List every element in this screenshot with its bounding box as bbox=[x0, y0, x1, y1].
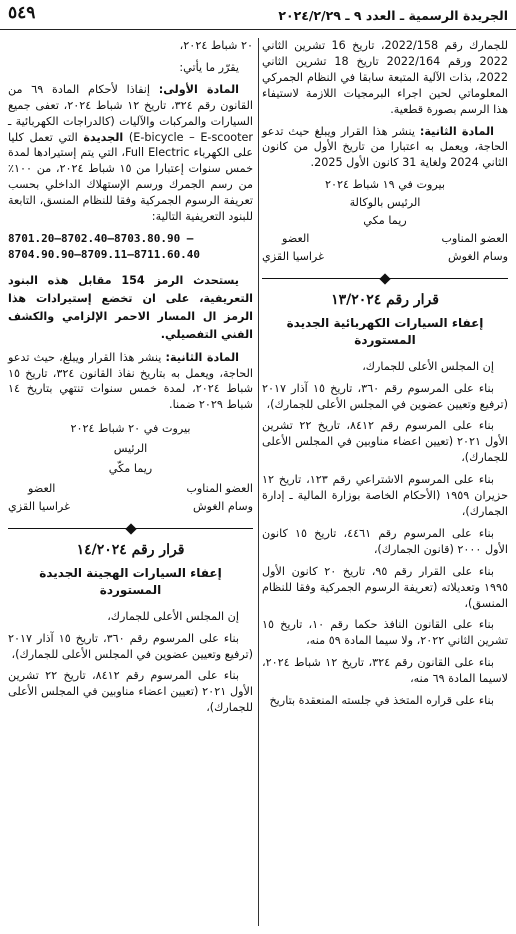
recital: بناء على القانون النافذ حكما رقم ١٠، تاريخ ١٥ تشرين الثاني ٢٠٢٢، ولا سيما المادة ٥٩ منه، bbox=[262, 618, 508, 648]
article-two-text: ينشر هذا القرار ويبلغ حيث تدعو الحاجة، ويعمل به اعتبارا من تاريخ الأول من كانون الثاني 2024 ولغاية 31 كانون الأول 2025. bbox=[262, 124, 508, 170]
member-alternate-name: وسام الغوش bbox=[447, 249, 508, 263]
article-two-label: المادة الثانية: bbox=[165, 350, 239, 364]
president-title: الرئيس bbox=[113, 442, 148, 456]
recital: بناء على القانون رقم ٣٢٤، تاريخ ١٢ شباط ٢٠٢٤، لاسيما المادة ٦٩ منه، bbox=[262, 656, 508, 686]
article-one-text-b: التي تعمل كليا على الكهرباء Full Electric، التي يتم إستيرادها لمدة خمس سنوات إعتبارا من ١٥ شباط ٢٠٢٤، من ١٠٠٪ من رسم الجمرك ورسم الإستهلاك الداخلي بحسب تعريفة الرسوم الجمركية وفقا للنظام المنسق، التابعة للبنود التعريفية التالية: bbox=[8, 130, 253, 224]
signature-titles-row bbox=[8, 481, 253, 497]
signature-titles-row bbox=[262, 231, 508, 247]
council-line: إن المجلس الأعلى للجمارك، bbox=[362, 359, 494, 373]
member-alternate-name: وسام الغوش bbox=[192, 499, 253, 513]
decree-13-title: قرار رقم ١٣/٢٠٢٤ bbox=[331, 291, 439, 308]
member-title: العضو bbox=[282, 231, 310, 245]
signature-names-row bbox=[262, 249, 508, 265]
date-continuation: ٢٠ شباط ٢٠٢٤، bbox=[179, 39, 253, 52]
recital: بناء على قراره المتخذ في جلسته المنعقدة بتاريخ bbox=[269, 694, 494, 708]
page-header bbox=[0, 0, 516, 30]
member-name: غراسيا القزي bbox=[262, 249, 324, 263]
decree-13-subtitle: إعفاء السيارات الكهربائية الجديدة المستوردة bbox=[286, 315, 484, 347]
decree-14-subtitle: إعفاء السيارات الهجينة الجديدة المستوردة bbox=[39, 565, 222, 597]
separator-diamond bbox=[125, 523, 136, 534]
date-line: بيروت في ١٩ شباط ٢٠٢٤ bbox=[324, 178, 446, 192]
recital: بناء على المرسوم رقم ٣٦٠، تاريخ ١٥ آذار ٢٠١٧ (ترفيع وتعيين عضوين في المجلس الأعلى للجمارك)، bbox=[8, 631, 253, 661]
president-name: ريما مكّي bbox=[108, 462, 153, 476]
recital: بناء على المرسوم رقم ٨٤١٢، تاريخ ٢٢ تشرين الأول ٢٠٢١ (تعيين اعضاء مناوبين في المجلس الأعلى للجمارك)، bbox=[262, 419, 508, 465]
article-two-paragraph bbox=[262, 124, 508, 172]
tariff-codes-line-1: 8701.20–8702.40–8703.80.90 – bbox=[8, 231, 194, 245]
right-column bbox=[262, 38, 508, 928]
left-column bbox=[8, 38, 253, 928]
recital: بناء على المرسوم رقم ٤٤٦١، تاريخ ١٥ كانون الأول ٢٠٠٠ (قانون الجمارك)، bbox=[262, 526, 508, 556]
article-two-label: المادة الثانية: bbox=[419, 124, 494, 138]
decree-14-title: قرار رقم ١٤/٢٠٢٤ bbox=[76, 541, 185, 558]
article-one-label: المادة الأولى: bbox=[158, 82, 239, 96]
gazette-title: الجريدة الرسمية ـ العدد ٩ ـ ٢٠٢٤/٢/٢٩ bbox=[278, 8, 508, 24]
member-title: العضو bbox=[28, 482, 56, 495]
section-separator bbox=[262, 275, 508, 283]
article-one-bold: الجديدة bbox=[83, 130, 124, 144]
signature-names-row bbox=[8, 499, 253, 515]
member-name: غراسيا القزي bbox=[8, 499, 70, 513]
recital: بناء على القرار رقم ٩٥، تاريخ ٢٠ كانون الأول ١٩٩٥ وتعديلاته (تعريفة الرسوم الجمركية وفقا للنظام المنسق)، bbox=[262, 564, 508, 610]
intro-paragraph: للجمارك رقم 2022/158، تاريخ 16 تشرين الثاني 2022 ورقم 2022/164 تاريخ 18 تشرين الثاني 2022، بذات الآلية المتبعة سابقا في النظام الجمركي المعلوماتي لحين اجراء البرمجيات اللازمة لاستيفاء هذا الرسم بصورة قطعية. bbox=[262, 39, 509, 116]
date-line: بيروت في ٢٠ شباط ٢٠٢٤ bbox=[70, 422, 191, 436]
tariff-codes bbox=[8, 231, 253, 264]
tariff-codes-line-2: 8704.90.90–8709.11–8711.60.40 bbox=[8, 248, 201, 262]
section-separator bbox=[8, 525, 253, 533]
column-divider bbox=[258, 38, 259, 926]
special-note: يستحدث الرمز 154 مقابل هذه البنود التعريفية، على ان تخضع إستيرادات هذا الرمز ال المسار الاحمر الإلزامي والكشف الفني التفصيلي. bbox=[8, 273, 253, 341]
article-two-text: ينشر هذا القرار ويبلغ، حيث تدعو الحاجة، ويعمل به بتاريخ نفاذ القانون ٣٢٤، تاريخ ١٥ شباط ٢٠٢٤، لمدة خمس سنوات تنتهي بتاريخ ١٤ شباط ٢٠٢٩ ضمنا. bbox=[8, 350, 254, 412]
recital: بناء على المرسوم الاشتراعي رقم ١٢٣، تاريخ ١٢ حزيران ١٩٥٩ (الأحكام الخاصة بوزارة المالية ـ إدارة الجمارك)، bbox=[262, 473, 508, 518]
president-name: ريما مكي bbox=[363, 214, 407, 228]
member-alternate-title: العضو المناوب bbox=[441, 231, 508, 245]
president-title: الرئيس بالوكالة bbox=[349, 196, 421, 210]
page-number: ٥٤٩ bbox=[8, 2, 36, 23]
separator-diamond bbox=[379, 273, 390, 284]
member-alternate-title: العضو المناوب bbox=[186, 482, 253, 495]
article-one-paragraph bbox=[8, 82, 253, 225]
article-two-paragraph bbox=[8, 350, 253, 414]
article-one-text-a: إنفاذا لأحكام المادة ٦٩ من القانون رقم ٣٢٤، تاريخ ١٢ شباط ٢٠٢٤، تعفى جميع السيارات والمركبات والآليات (كالدراجات الكهربائية ـ E-bicycle – E-scooter) bbox=[8, 82, 254, 144]
decides-line: يقرّر ما يأتي: bbox=[179, 60, 239, 74]
recital: بناء على المرسوم رقم ٨٤١٢، تاريخ ٢٢ تشرين الأول ٢٠٢١ (تعيين اعضاء مناوبين في المجلس الأعلى للجمارك)، bbox=[8, 669, 254, 715]
council-line: إن المجلس الأعلى للجمارك، bbox=[107, 609, 239, 623]
recital: بناء على المرسوم رقم ٣٦٠، تاريخ ١٥ آذار ٢٠١٧ (ترفيع وتعيين عضوين في المجلس الأعلى للجمارك)، bbox=[262, 381, 508, 411]
